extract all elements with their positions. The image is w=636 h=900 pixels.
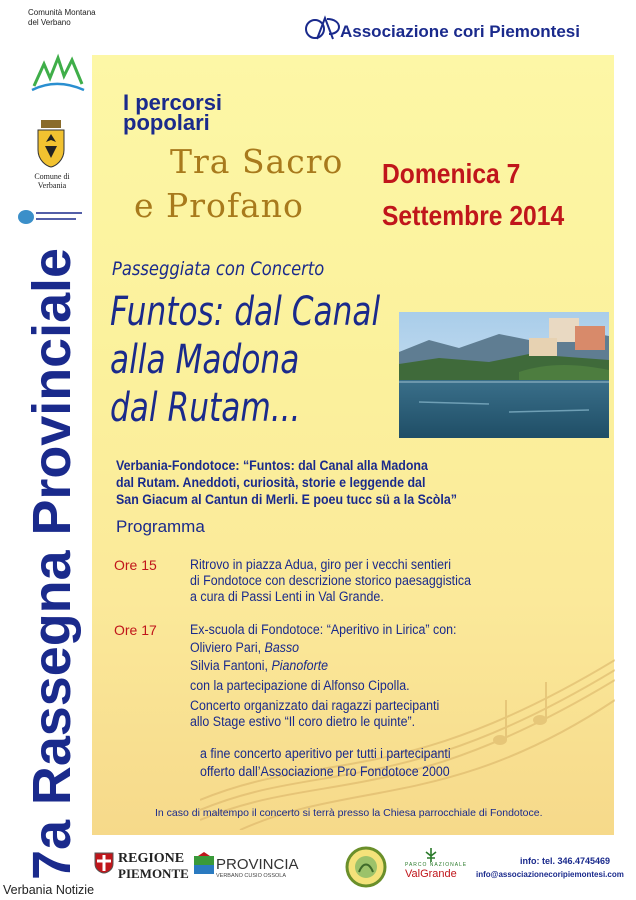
comunita-montana-logo xyxy=(30,50,86,92)
performer-role: Pianoforte xyxy=(271,658,329,673)
source-watermark: Verbania Notizie xyxy=(3,883,95,897)
valgrande-logo-icon xyxy=(424,848,438,862)
program-line: allo Stage estivo “Il coro dietro le quinte”. xyxy=(190,714,416,729)
provincia-label: PROVINCIA xyxy=(216,856,299,873)
headline-line-1: Funtos: dal Canal xyxy=(110,289,381,335)
event-subtitle: Passeggiata con Concerto xyxy=(112,258,325,280)
program-line: a cura di Passi Lenti in Val Grande. xyxy=(190,589,384,604)
acp-logo xyxy=(305,15,341,41)
program-line-performer-2 xyxy=(190,658,328,673)
program-line: Concerto organizzato dai ragazzi partecipanti xyxy=(190,698,440,713)
performer-name: Silvia Fantoni, xyxy=(190,658,272,673)
description-line-3: San Giacum al Cantun di Merli. E poeu tucc sü a la Scòla” xyxy=(116,492,457,507)
description-line-1: Verbania-Fondotoce: “Funtos: dal Canal alla Madona xyxy=(116,458,428,473)
performer-name: Oliviero Pari, xyxy=(190,640,265,655)
parco-label: PARCO NAZIONALE xyxy=(405,862,468,868)
time-ore-17: Ore 17 xyxy=(114,622,157,638)
weather-note: In caso di maltempo il concerto si terrà presso la Chiesa parrocchiale di Fondotoce. xyxy=(155,807,543,819)
info-telephone: info: tel. 346.4745469 xyxy=(520,856,611,866)
time-ore-15: Ore 15 xyxy=(114,557,157,573)
program-line: offerto dall’Associazione Pro Fondotoce 2000 xyxy=(200,764,450,779)
lake-photo xyxy=(399,312,609,438)
verbania-crest xyxy=(34,120,68,168)
regione-label-1: REGIONE xyxy=(118,851,185,866)
associazione-name: Associazione cori Piemontesi xyxy=(340,22,580,41)
headline-line-3: dal Rutam... xyxy=(110,385,301,431)
tra-sacro-title: Tra Sacro xyxy=(170,142,344,181)
regione-label-2: PIEMONTE xyxy=(118,866,189,881)
comunita-montana-name: Comunità Montana del Verbano xyxy=(28,8,96,27)
info-email: info@associazionecoripiemontesi.com xyxy=(476,870,624,879)
pro-loco-seal-icon xyxy=(345,846,387,888)
program-line-performer-1 xyxy=(190,640,299,655)
program-line: a fine concerto aperitivo per tutti i partecipanti xyxy=(200,746,451,761)
date-line-1: Domenica 7 xyxy=(382,158,521,189)
program-line: con la partecipazione di Alfonso Cipolla. xyxy=(190,678,410,693)
vertical-title-rassegna xyxy=(0,240,88,880)
date-line-2: Settembre 2014 xyxy=(382,200,565,231)
program-line: Ritrovo in piazza Adua, giro per i vecchi sentieri xyxy=(190,557,451,572)
programma-heading: Programma xyxy=(116,517,205,536)
vertical-title-text: 7a Rassegna Provinciale xyxy=(22,246,82,880)
provincia-sublabel: VERBANO CUSIO OSSOLA xyxy=(216,873,286,879)
title-line-1: I percorsi xyxy=(123,90,223,115)
valgrande-label: ValGrande xyxy=(405,868,457,880)
e-profano-title: e Profano xyxy=(134,186,304,225)
verbania-name: Comune di Verbania xyxy=(34,172,70,190)
performer-role: Basso xyxy=(264,640,300,655)
program-line: di Fondotoce con descrizione storico paesaggistica xyxy=(190,573,472,588)
title-line-2: popolari xyxy=(123,110,210,135)
description-line-2: dal Rutam. Aneddoti, curiosità, storie e leggende dal xyxy=(116,475,426,490)
small-sponsor-logo xyxy=(16,205,86,227)
program-line: Ex-scuola di Fondotoce: “Aperitivo in Lirica” con: xyxy=(190,622,457,637)
provincia-logo-icon xyxy=(192,852,216,876)
regione-flag-icon xyxy=(94,852,114,874)
headline-line-2: alla Madona xyxy=(110,337,300,383)
